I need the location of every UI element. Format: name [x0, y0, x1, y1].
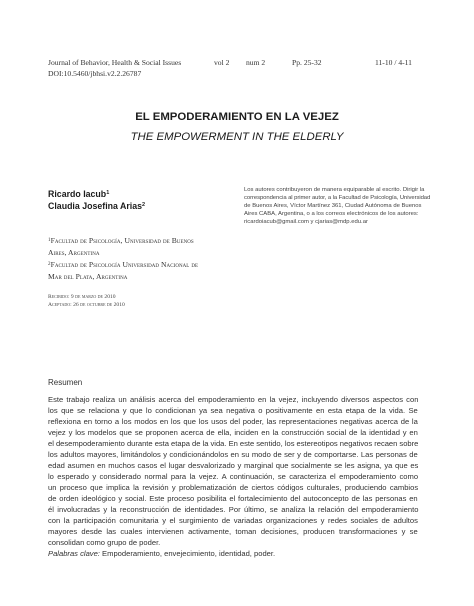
affiliation-2-line-2: Mar del Plata, Argentina — [48, 272, 128, 281]
affiliation-1-line-2: Aires, Argentina — [48, 248, 100, 257]
received-date: Recibido: 9 de marzo de 2010 — [48, 294, 116, 300]
author-affiliation-mark: 2 — [142, 202, 146, 208]
abstract-line: el desempoderamiento durante esta etapa de la vida. En este sentido, los estereotipos negativos recaen sobre — [48, 439, 419, 448]
correspondence-note-line: correspondencia al primer autor, a la Facultad de Psicología, Universidad — [244, 195, 431, 201]
abstract-line: mayores desde las cuales intervienen activamente, toman decisiones, producen transformaciones y se — [48, 527, 418, 536]
title-spanish: EL EMPODERAMIENTO EN LA VEJEZ — [135, 111, 339, 123]
abstract-line: edad asumen en muchos casos el lugar desvalorizado y marginal que socialmente se les asigna, ya que es — [48, 461, 419, 470]
affiliation-1 — [48, 236, 194, 245]
correspondence-note-line: Los autores contribuyeron de manera equiparable al escrito. Dirigir la — [244, 187, 425, 193]
issue-date: 11-10 / 4-11 — [375, 58, 412, 67]
journal-name: Journal of Behavior, Health & Social Issues — [48, 58, 182, 67]
volume: vol 2 — [214, 58, 230, 67]
abstract-line: Este trabajo realiza un análisis acerca del empoderamiento en la vejez, incluyendo diversos aspectos con — [48, 395, 419, 404]
author-1 — [48, 189, 109, 199]
abstract-line: de orden ideológico y social. Este proceso posibilita el fortalecimiento del autoconcepto de las personas en — [48, 494, 418, 503]
affiliation-mark: 1 — [48, 238, 51, 243]
keywords — [48, 549, 275, 558]
keywords-label: Palabras clave: — [48, 549, 100, 558]
abstract-line: con la participación comunitaria y el surgimiento de variadas organizaciones y redes sociales de adultos — [48, 516, 418, 525]
affiliation-text: Facultad de Psicología, Universidad de Buenos — [50, 236, 194, 245]
title-english: THE EMPOWERMENT IN THE ELDERLY — [130, 131, 344, 143]
accepted-date: Aceptado: 26 de octubre de 2010 — [48, 302, 125, 308]
correspondence-note-line: ricardoiacub@gmail.com y cjarias@mdp.edu.ar — [244, 219, 368, 225]
author-2 — [48, 201, 145, 211]
doi: DOI:10.5460/jbhsi.v2.2.26787 — [48, 69, 142, 78]
abstract-line: lo esperado y considerado normal para la vejez. A continuación, se caracteriza el empoderamiento como — [48, 472, 419, 481]
correspondence-note-line: de Buenos Aires, Víctor Martínez 361, Ciudad Autónoma de Buenos — [244, 203, 422, 209]
affiliation-mark: 2 — [48, 262, 51, 267]
abstract-heading: Resumen — [48, 378, 83, 387]
abstract-line: él involucradas y la reconstrucción de identidades. Por último, se analiza la relación del empoderamiento — [48, 505, 419, 514]
author-name: Ricardo Iacub — [48, 189, 107, 199]
author-name: Claudia Josefina Arias — [48, 201, 143, 211]
abstract-line: reflexiona en torno a los modos en los que los usos del poder, las representaciones negativas acerca de la — [48, 417, 418, 426]
issue-number: num 2 — [246, 58, 266, 67]
abstract-line: vejez y los modelos que se proponen acerca de ella, inciden en la construcción social de la identidad y en — [48, 428, 418, 437]
correspondence-note-line: Aires CABA, Argentina, o a los correos electrónicos de los autores: — [244, 211, 419, 217]
author-affiliation-mark: 1 — [106, 190, 110, 196]
abstract-line: un proceso que implica la revisión y problematización de ciertos códigos culturales, produciendo cambios — [48, 483, 419, 492]
abstract-line: los adultos mayores, limitándolos y condicionándolos en su modo de ser y de comportarse. Las personas de — [48, 450, 418, 459]
affiliation-text: Facultad de Psicología Universidad Nacional de — [50, 260, 199, 269]
keywords-text: Empoderamiento, envejecimiento, identidad, poder. — [102, 549, 276, 558]
affiliation-2 — [48, 260, 198, 269]
abstract-line: los que se relaciona y que lo condicionan ya sea negativa o positivamente en esta etapa de la vida. Se — [48, 406, 418, 415]
abstract-line: consolidan como grupo de poder. — [48, 538, 161, 547]
page-range: Pp. 25-32 — [292, 58, 322, 67]
